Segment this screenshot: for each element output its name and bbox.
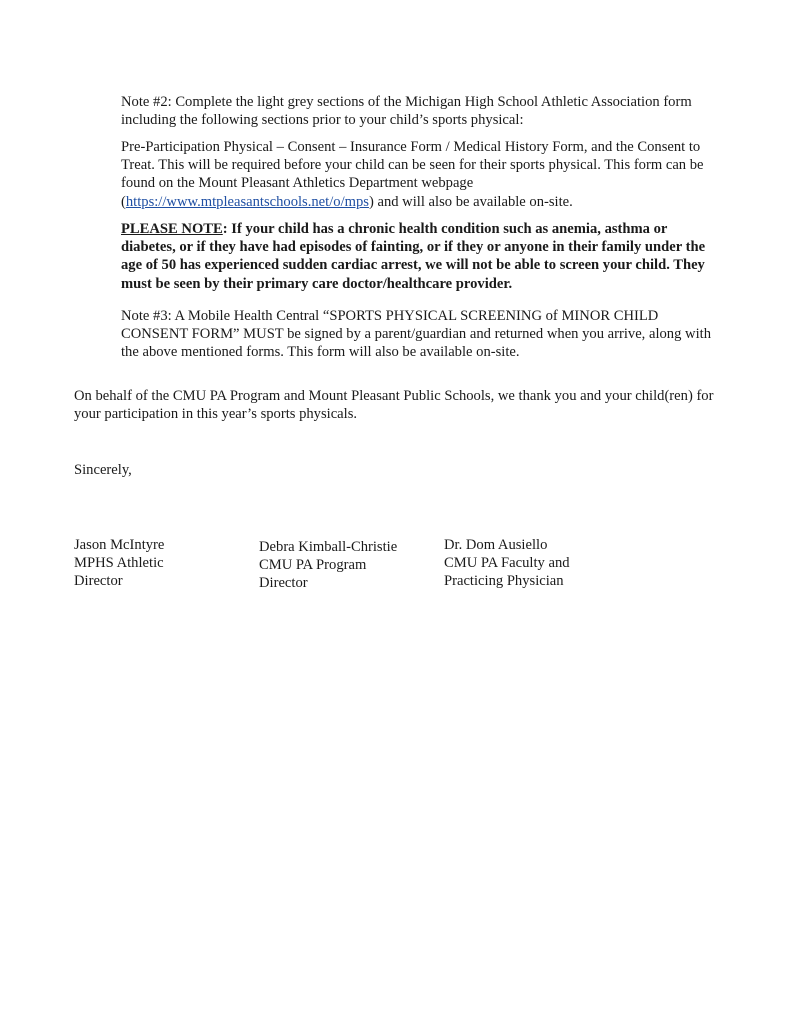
signatory-title: Practicing Physician: [444, 573, 564, 590]
pre-participation-text-end: ) and will also be available on-site.: [368, 193, 573, 210]
thank-you-paragraph: On behalf of the CMU PA Program and Mount Pleasant Public Schools, we thank you and your child(ren) for your participation in this year’s sports physicals.: [74, 388, 714, 423]
pre-participation-paragraph: [121, 138, 721, 211]
closing-salutation: Sincerely,: [74, 462, 132, 478]
signature-block-program-director: [259, 538, 434, 593]
please-note-label: PLEASE NOTE: [121, 221, 223, 237]
pre-participation-text: Pre-Participation Physical – Consent – Insurance Form / Medical History Form, and the Consent to Treat. This will be required before your child can be seen for their sports physical. This form can be found on the Mount Pleasant Athletics Department webpage (: [121, 139, 704, 210]
signature-block-athletic-director: [74, 536, 249, 591]
please-note-paragraph: [121, 220, 721, 293]
signatory-name: Dr. Dom Ausiello: [444, 537, 548, 553]
please-note-text: : If your child has a chronic health condition such as anemia, asthma or diabetes, or if they have had episodes of fainting, or if they or anyone in their family under the age of 50 has experienced sudden cardiac arrest, we will not be able to screen your child. They must be seen by their primary care doctor/healthcare provider.: [121, 221, 706, 292]
signatory-title: Director: [259, 575, 308, 592]
signatory-title: MPHS Athletic: [74, 555, 164, 572]
note-3-paragraph: Note #3: A Mobile Health Central “SPORTS PHYSICAL SCREENING of MINOR CHILD CONSENT FORM” MUST be signed by a parent/guardian and returned when you arrive, along with the above mentioned forms. This form will also be available on-site.: [121, 308, 711, 361]
signatory-name: Jason McIntyre: [74, 537, 165, 553]
note-2-paragraph: Note #2: Complete the light grey sections of the Michigan High School Athletic Association form including the following sections prior to your child’s sports physical:: [121, 94, 692, 129]
signature-block-physician: [444, 536, 619, 591]
signatory-title: CMU PA Program: [259, 557, 367, 574]
signatory-title: CMU PA Faculty and: [444, 555, 570, 572]
signatory-name: Debra Kimball-Christie: [259, 539, 398, 555]
athletics-webpage-link[interactable]: https://www.mtpleasantschools.net/o/mps: [125, 193, 369, 210]
signatory-title: Director: [74, 573, 123, 590]
